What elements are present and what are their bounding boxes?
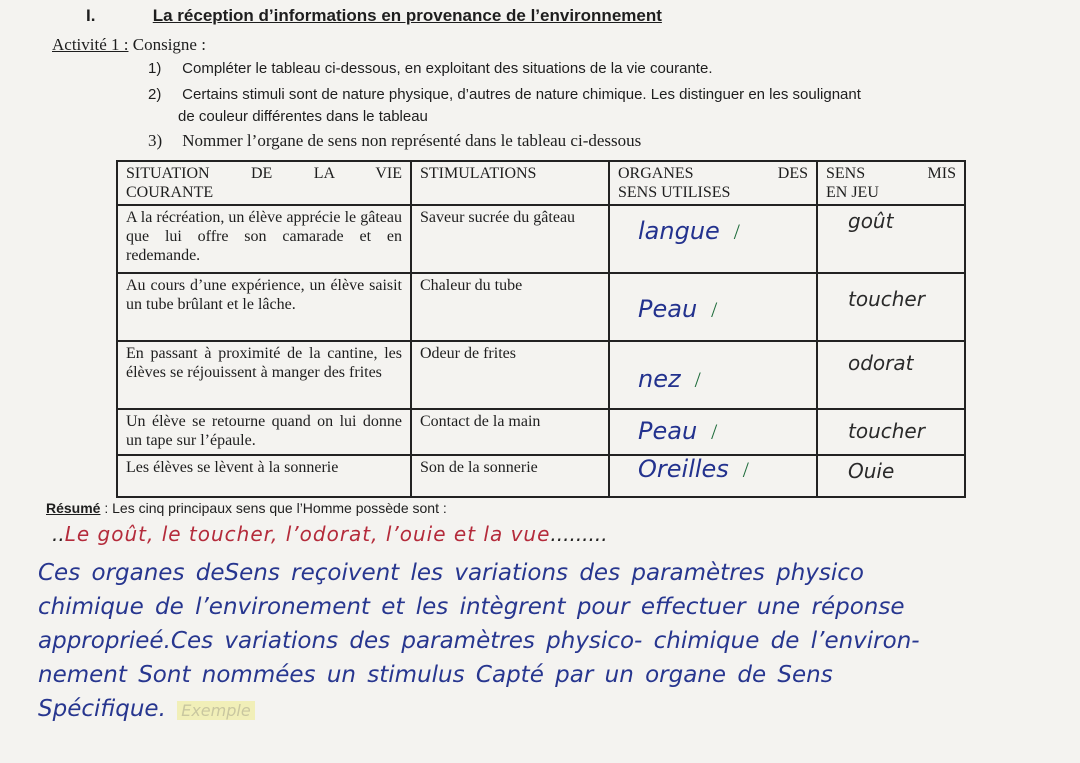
cell-organe [609, 273, 817, 341]
handwritten-organ: nez [638, 365, 681, 393]
header-situation: SITUATION DE LA VIE COURANTE [117, 161, 411, 205]
cell-sens [817, 341, 965, 409]
instruction-number: 3) [148, 131, 163, 150]
instruction-number: 1) [148, 60, 162, 77]
section-number: I. [86, 6, 96, 25]
table-row [117, 273, 965, 341]
handwritten-organ: Peau [638, 417, 698, 445]
handwritten-paragraph [38, 556, 1068, 728]
header-organes: ORGANES DES SENS UTILISES [609, 161, 817, 205]
cell-stimulation: Chaleur du tube [411, 273, 609, 341]
table-row [117, 341, 965, 409]
cell-sens [817, 409, 965, 455]
check-mark-icon: / [742, 457, 749, 482]
handwritten-sense: Ouie [848, 459, 895, 483]
handwritten-organ: Peau [638, 295, 698, 323]
handwritten-organ: Oreilles [638, 455, 729, 483]
activity-label: Activité 1 : [52, 35, 129, 54]
activity-text: Consigne : [132, 35, 206, 54]
section-title: La réception d’informations en provenance de l’environnement [152, 6, 662, 25]
resume-label: Résumé [46, 500, 101, 516]
senses-table [116, 160, 966, 498]
cell-situation: A la récréation, un élève apprécie le gâteau que lui offre son camarade et en redemande. [117, 205, 411, 273]
check-mark-icon: / [733, 219, 740, 244]
table-row [117, 455, 965, 497]
cell-sens [817, 205, 965, 273]
paragraph-line: Spécifique. Exemple [38, 692, 1068, 728]
cell-situation: En passant à proximité de la cantine, les élèves se réjouissent à manger des frites [117, 341, 411, 409]
resume-text: : Les cinq principaux sens que l’Homme possède sont : [100, 500, 447, 516]
paragraph-line: chimique de l’environement et les intègrent pour effectuer une réponse [38, 594, 905, 620]
header-stimulations: STIMULATIONS [411, 161, 609, 205]
handwritten-organ: langue [638, 217, 720, 245]
header-sens: SENS MIS EN JEU [817, 161, 965, 205]
handwritten-answer: Le goût, le toucher, l’odorat, l’ouie et la vue [64, 522, 551, 546]
cell-situation: Les élèves se lèvent à la sonnerie [117, 455, 411, 497]
handwritten-sense: goût [848, 209, 894, 233]
activity-line [52, 35, 206, 55]
table-header-row [117, 161, 965, 205]
cell-organe [609, 409, 817, 455]
instruction-3 [148, 131, 641, 151]
handwritten-sense: toucher [848, 287, 925, 311]
cell-stimulation: Saveur sucrée du gâteau [411, 205, 609, 273]
instruction-number: 2) [148, 86, 162, 103]
instruction-text: Nommer l’organe de sens non représenté dans le tableau ci-dessous [182, 131, 642, 150]
cell-stimulation: Son de la sonnerie [411, 455, 609, 497]
resume-answer-line: ..Le goût, le toucher, l’odorat, l’ouie et la vue......... [52, 522, 608, 546]
cell-situation: Au cours d’une expérience, un élève saisit un tube brûlant et le lâche. [117, 273, 411, 341]
table-row [117, 205, 965, 273]
cell-organe [609, 205, 817, 273]
handwritten-sense: toucher [848, 419, 925, 443]
check-mark-icon: / [711, 297, 718, 322]
check-mark-icon: / [711, 419, 718, 444]
section-heading [86, 6, 662, 26]
table-row [117, 409, 965, 455]
instruction-text: Certains stimuli sont de nature physique, d’autres de nature chimique. Les distinguer en les soulignant [182, 86, 861, 103]
instruction-text-continued: de couleur différentes dans le tableau [178, 108, 428, 125]
cell-stimulation: Odeur de frites [411, 341, 609, 409]
instruction-text: Compléter le tableau ci-dessous, en exploitant des situations de la vie courante. [182, 60, 713, 77]
handwritten-sense: odorat [848, 351, 914, 375]
cell-sens [817, 273, 965, 341]
cell-organe [609, 341, 817, 409]
paragraph-line: nement Sont nommées un stimulus Capté par un organe de Sens [38, 662, 833, 688]
cell-organe [609, 455, 817, 497]
resume-line [46, 500, 447, 516]
instruction-2 [148, 84, 1058, 128]
highlighted-word: Exemple [177, 701, 254, 720]
instruction-1 [148, 60, 712, 77]
check-mark-icon: / [694, 367, 701, 392]
paragraph-line: approprieé.Ces variations des paramètres physico- chimique de l’environ- [38, 628, 920, 654]
cell-situation: Un élève se retourne quand on lui donne un tape sur l’épaule. [117, 409, 411, 455]
cell-sens [817, 455, 965, 497]
cell-stimulation: Contact de la main [411, 409, 609, 455]
paragraph-line: Ces organes deSens reçoivent les variations des paramètres physico [38, 560, 864, 586]
